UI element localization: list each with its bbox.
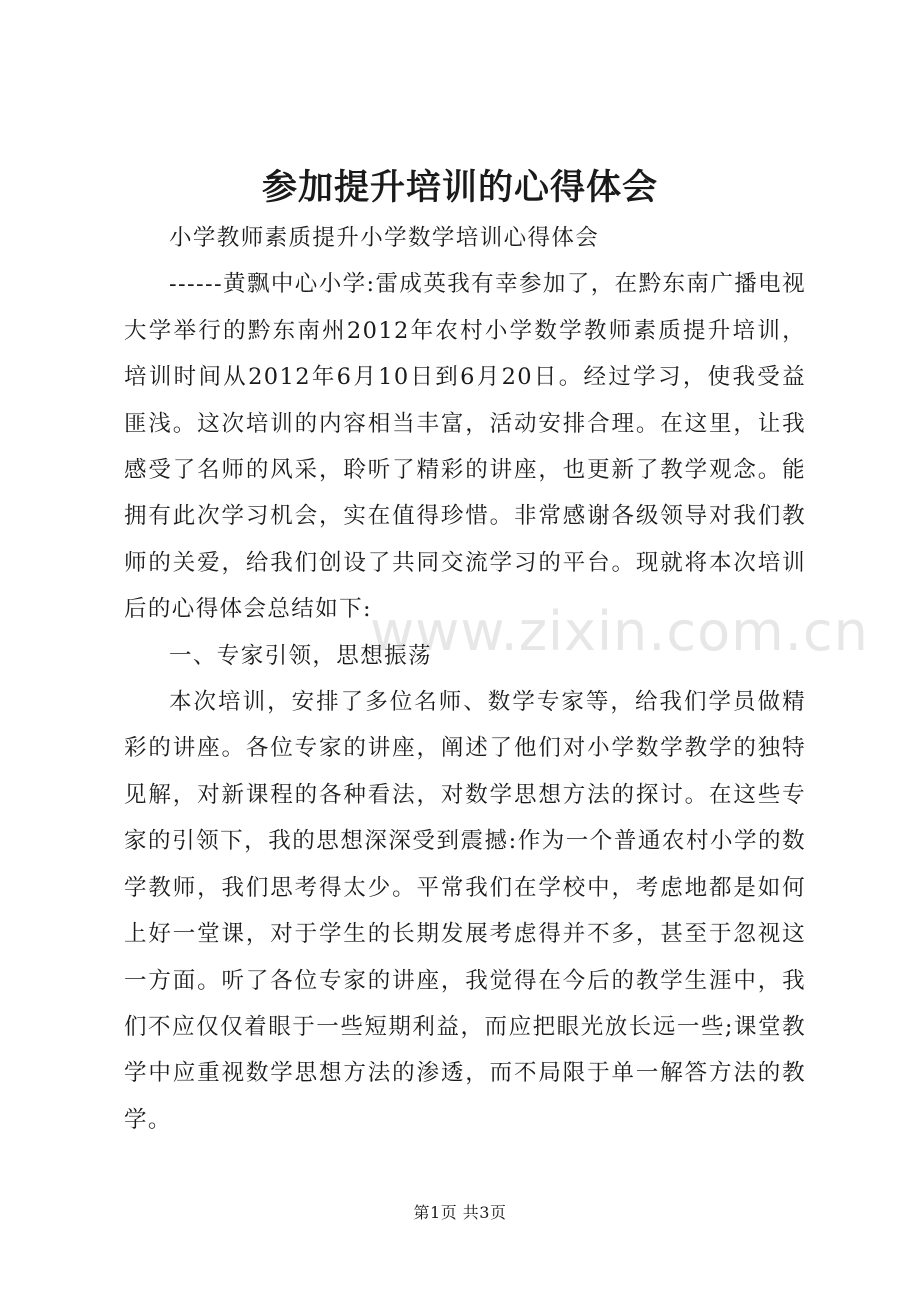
section-heading: 一、专家引领，思想振荡 — [169, 642, 432, 669]
section-paragraph: 本次培训，安排了多位名师、数学专家等，给我们学员做精彩的讲座。各位专家的讲座，阐述了他们对小学数学教学的独特见解，对新课程的各种看法，对数学思想方法的探讨。在这些专家的引领下，我的思想深深受到震撼:作为一个普通农村小学的数学教师，我们思考得太少。平常我们在学校中，考虑地都是如何上好一堂课，对于学生的长期发展考虑得并不多，甚至于忽视这一方面。听了各位专家的讲座，我觉得在今后的教学生涯中，我们不应仅仅着眼于一些短期利益，而应把眼光放长远一些;课堂教学中应重视数学思想方法的渗透，而不局限于单一解答方法的教学。 — [124, 689, 806, 1133]
intro-paragraph: ------黄飘中心小学:雷成英我有幸参加了，在黔东南广播电视大学举行的黔东南州2012年农村小学数学教师素质提升培训，培训时间从2012年6月10日到6月20日。经过学习，使我受益匪浅。这次培训的内容相当丰富，活动安排合理。在这里，让我感受了名师的风采，聆听了精彩的讲座，也更新了教学观念。能拥有此次学习机会，实在值得珍惜。非常感谢各级领导对我们教师的关爱，给我们创设了共同交流学习的平台。现就将本次培训后的心得体会总结如下: — [124, 271, 806, 623]
page-footer: 第1页 共3页 — [413, 1203, 507, 1222]
watermark: www.zixin.com.cn — [370, 600, 869, 663]
document-title: 参加提升培训的心得体会 — [261, 167, 658, 208]
subtitle-paragraph: 小学教师素质提升小学数学培训心得体会 — [169, 225, 600, 251]
document-body — [124, 215, 806, 1143]
